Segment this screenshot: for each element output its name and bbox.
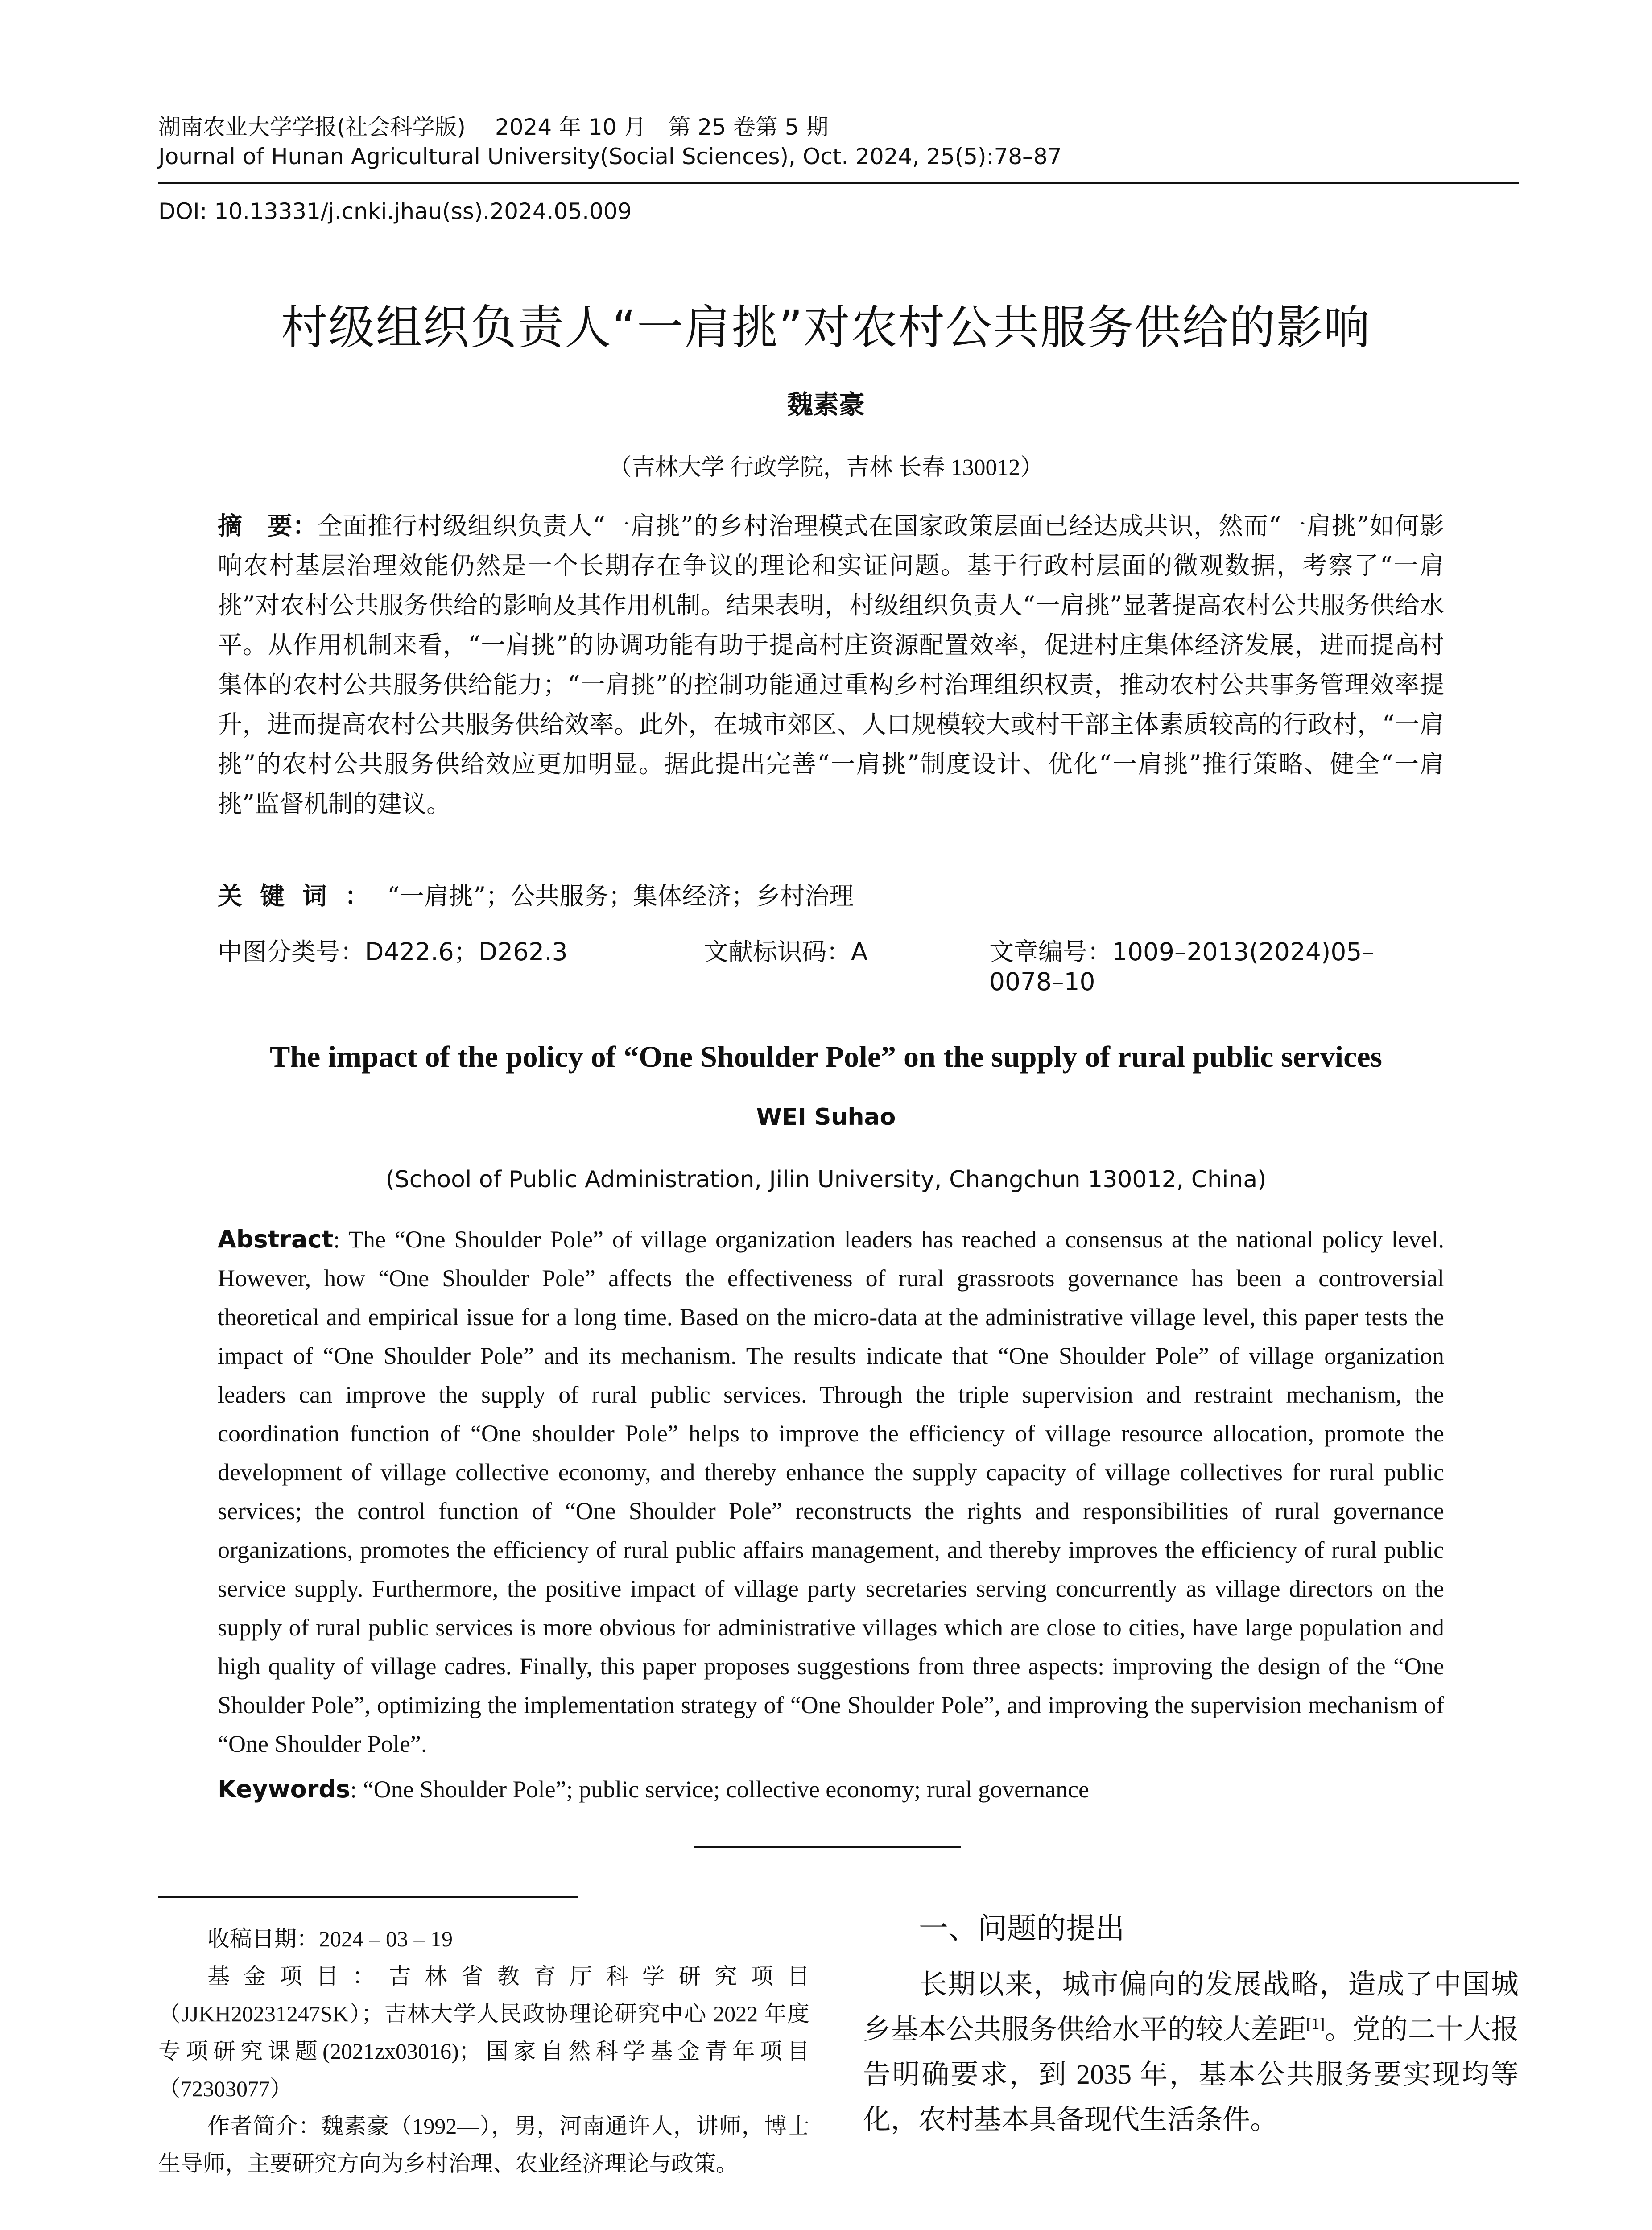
abstract-en-label: Abstract	[218, 1225, 334, 1253]
body-text-part-b: 。党的二十大报告明确要求，到 2035 年，基本公共服务要实现均等化，农村基本具备现代生活条件。	[863, 2015, 1519, 2135]
footnote-funding: 基金项目：吉林省教育厅科学研究项目（JJKH20231247SK）；吉林大学人民政协理论研究中心 2022 年度专项研究课题(2021zx03016)；国家自然科学基金青年项目（72303077）	[158, 1964, 809, 2101]
abstract-cn-label: 摘 要：	[218, 512, 318, 540]
document-code: 文献标识码：A	[704, 937, 868, 966]
footnote-rule	[158, 1896, 578, 1898]
footnote-received: 收稿日期：2024 – 03 – 19	[207, 1926, 453, 1951]
journal-name-en: Journal of Hunan Agricultural University(Social Sciences), Oct. 2024, 25(5):78–87	[158, 144, 1062, 169]
article-number: 文章编号：1009–2013(2024)05–0078–10	[989, 937, 1374, 996]
keywords-en-label: Keywords	[218, 1775, 351, 1803]
classification-row	[218, 932, 1444, 996]
section-heading: 一、问题的提出	[919, 1911, 1125, 1945]
journal-name-cn: 湖南农业大学学报(社会科学版) 2024 年 10 月 第 25 卷第 5 期	[158, 114, 829, 140]
section-divider	[694, 1846, 961, 1848]
page-title-cn: 村级组织负责人“一肩挑”对农村公共服务供给的影响	[281, 300, 1371, 355]
citation-ref: [1]	[1306, 2015, 1325, 2032]
author-name-en: WEI Suhao	[756, 1104, 896, 1131]
abstract-cn-text: 全面推行村级组织负责人“一肩挑”的乡村治理模式在国家政策层面已经达成共识，然而“一肩挑”如何影响农村基层治理效能仍然是一个长期存在争议的理论和实证问题。基于行政村层面的微观数据，考察了“一肩挑”对农村公共服务供给的影响及其作用机制。结果表明，村级组织负责人“一肩挑”显著提高农村公共服务供给水平。从作用机制来看，“一肩挑”的协调功能有助于提高村庄资源配置效率，促进村庄集体经济发展，进而提高村集体的农村公共服务供给能力；“一肩挑”的控制功能通过重构乡村治理组织权责，推动农村公共事务管理效率提升，进而提高农村公共服务供给效率。此外，在城市郊区、人口规模较大或村干部主体素质较高的行政村，“一肩挑”的农村公共服务供给效应更加明显。据此提出完善“一肩挑”制度设计、优化“一肩挑”推行策略、健全“一肩挑”监督机制的建议。	[218, 512, 1444, 818]
abstract-en-text: : The “One Shoulder Pole” of village organization leaders has reached a consensus at the national policy level. However, how “One Shoulder Pole” affects the effectiveness of rural grassroots governance has been a controversial theoretical and empirical issue for a long time. Based on the micro-data at the administrative village level, this paper tests the impact of “One Shoulder Pole” and its mechanism. The results indicate that “One Shoulder Pole” of village organization leaders can improve the supply of rural public services. Through the triple supervision and restraint mechanism, the coordination function of “One shoulder Pole” helps to improve the efficiency of village resource allocation, promote the development of village collective economy, and thereby enhance the supply capacity of village collectives for rural public services; the control function of “One Shoulder Pole” reconstructs the rights and responsibilities of rural governance organizations, promotes the efficiency of rural public affairs management, and thereby improves the efficiency of rural public service supply. Furthermore, the positive impact of village party secretaries serving concurrently as village directors on the supply of rural public services is more obvious for administrative villages which are close to cities, have large population and high quality of village cadres. Finally, this paper proposes suggestions from three aspects: improving the design of the “One Shoulder Pole”, optimizing the implementation strategy of “One Shoulder Pole”, and improving the supervision mechanism of “One Shoulder Pole”.	[218, 1226, 1444, 1757]
footnotes	[158, 1920, 809, 2182]
keywords-cn	[218, 876, 854, 912]
body-text-part-a: 长期以来，城市偏向的发展战略，造成了中国城乡基本公共服务供给水平的较大差距	[863, 1970, 1519, 2045]
author-name-cn: 魏素豪	[787, 389, 865, 420]
header-rule	[158, 182, 1519, 184]
body-paragraph	[863, 1962, 1519, 2143]
keywords-en	[218, 1775, 1444, 1803]
keywords-en-text: : “One Shoulder Pole”; public service; collective economy; rural governance	[350, 1776, 1090, 1803]
page-title-en: The impact of the policy of “One Shoulder Pole” on the supply of rural public services	[269, 1040, 1383, 1074]
abstract-cn	[218, 506, 1444, 824]
keywords-cn-text: “一肩挑”；公共服务；集体经济；乡村治理	[387, 882, 854, 910]
affiliation-en: (School of Public Administration, Jilin University, Changchun 130012, China)	[385, 1166, 1267, 1193]
clc-number: 中图分类号：D422.6；D262.3	[218, 937, 568, 966]
doi: DOI: 10.13331/j.cnki.jhau(ss).2024.05.009	[158, 198, 632, 224]
footnote-author-bio: 作者简介：魏素豪（1992—），男，河南通许人，讲师，博士生导师，主要研究方向为乡村治理、农业经济理论与政策。	[158, 2114, 809, 2176]
abstract-en	[218, 1220, 1444, 1763]
keywords-cn-label: 关键词：	[218, 882, 388, 910]
affiliation-cn: （吉林大学 行政学院，吉林 长春 130012）	[608, 455, 1044, 480]
